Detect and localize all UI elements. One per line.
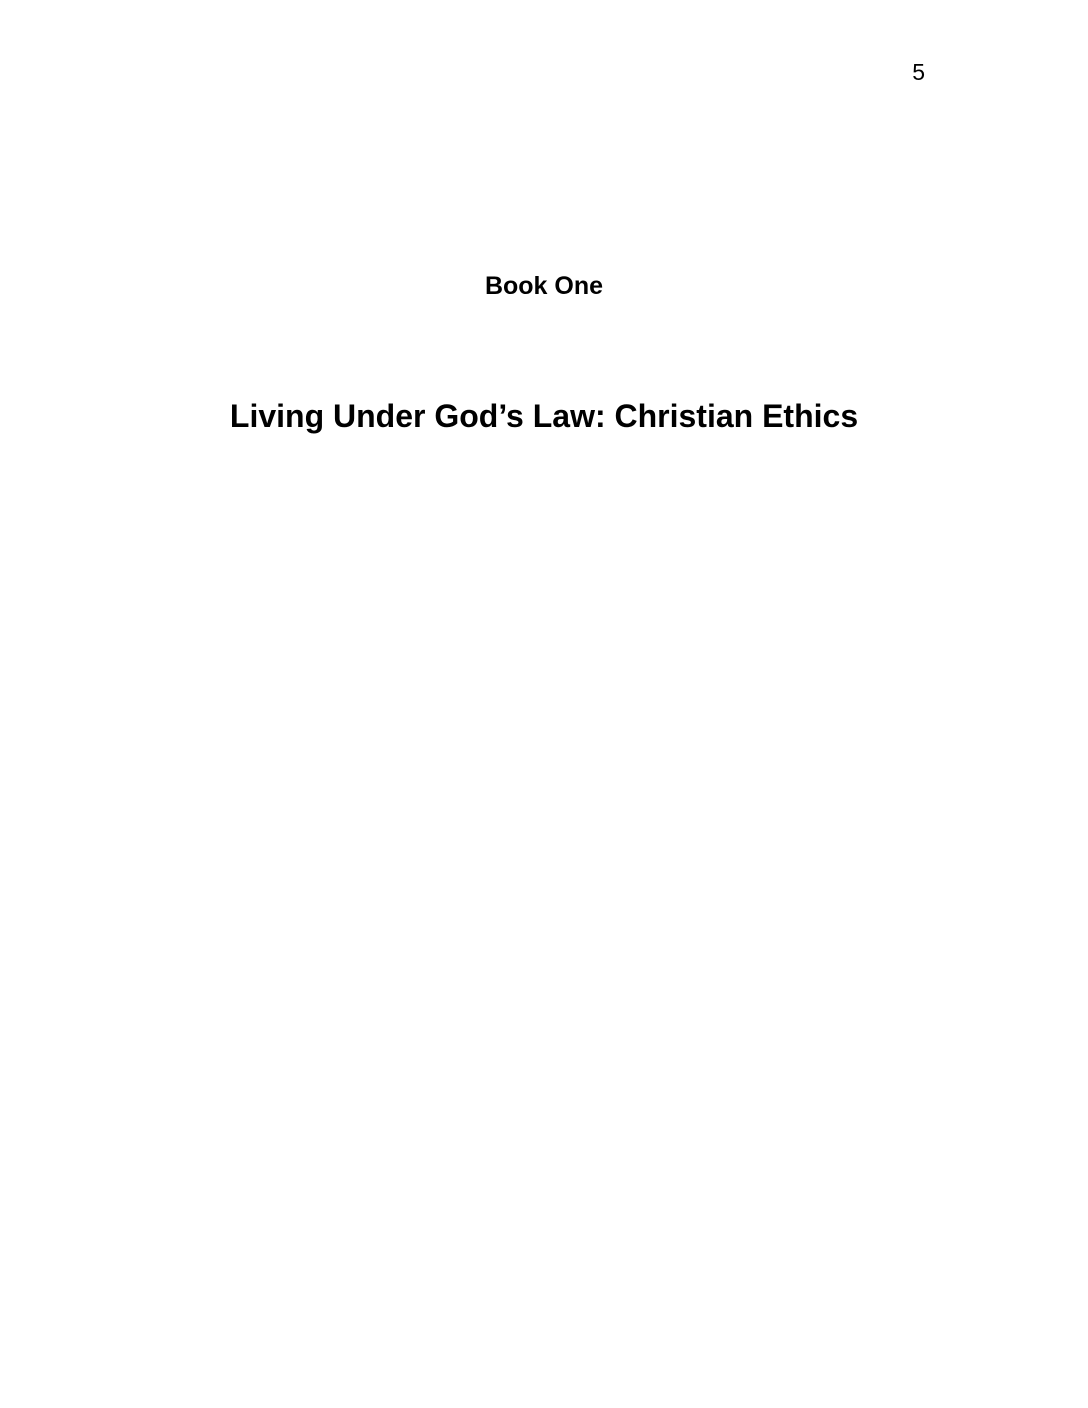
page-number: 5 bbox=[912, 59, 925, 85]
book-title: Living Under God’s Law: Christian Ethics bbox=[229, 398, 859, 434]
section-heading: Book One bbox=[484, 272, 604, 300]
